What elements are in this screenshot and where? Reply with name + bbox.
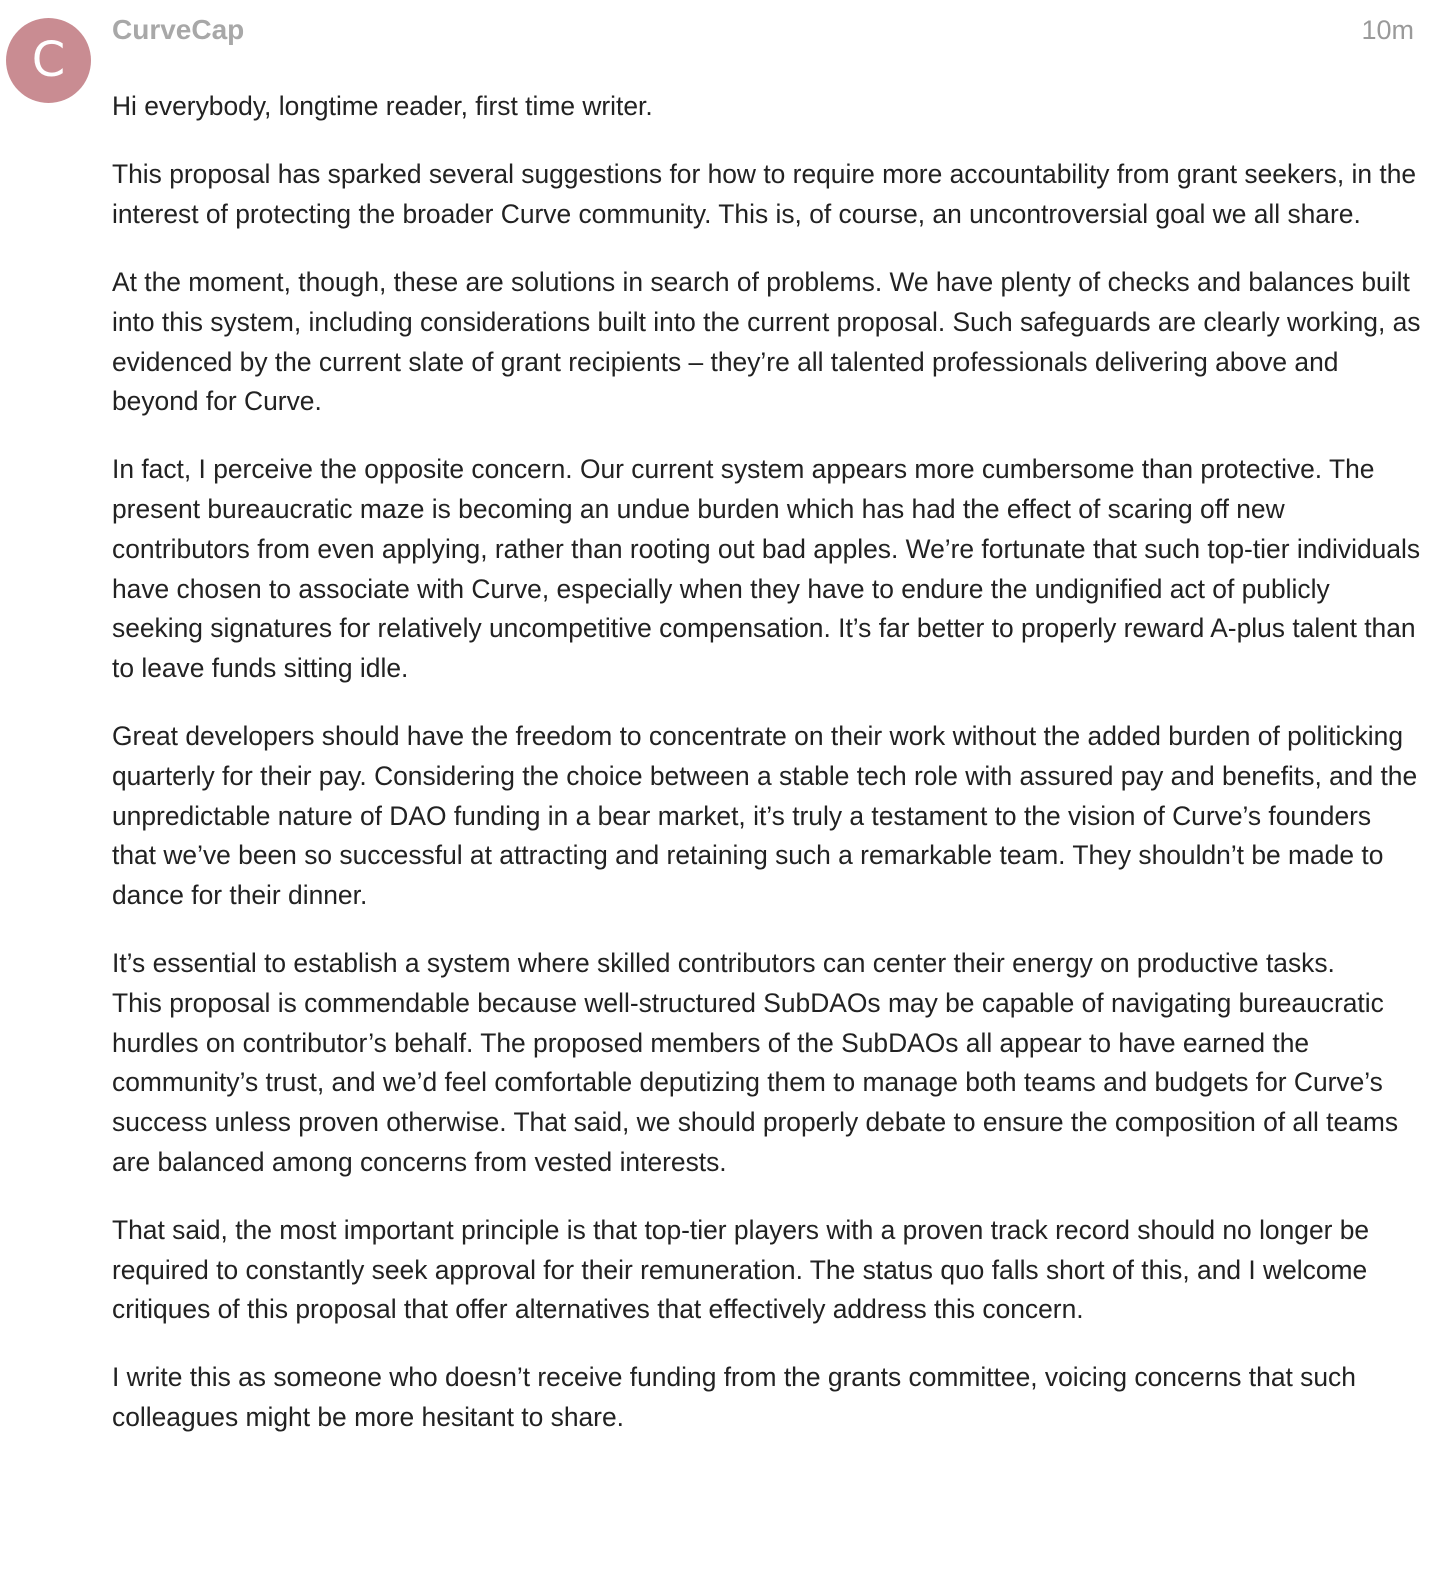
post-author-username[interactable]: CurveCap [112,14,245,45]
avatar[interactable] [6,18,91,103]
post-paragraph: That said, the most important principle is that top-tier players with a proven track record should no longer be required to constantly seek approval for their remuneration. The status quo falls short of this, and I welcome critiques of this proposal that offer alternatives that effectively address this concern. [112,1214,1370,1325]
post-paragraph: It’s essential to establish a system where skilled contributors can center their energy on productive tasks. This proposal is commendable because well-structured SubDAOs may be capable of navigating bureaucratic hurdles on contributor’s behalf. The proposed members of the SubDAOs all appear to have earned the community’s trust, and we’d feel comfortable deputizing them to manage both teams and budgets for Curve’s success unless proven otherwise. That said, we should properly debate to ensure the composition of all teams are balanced among concerns from vested interests. [112,948,1399,1177]
avatar-letter: C [31,31,66,88]
post-paragraph: I write this as someone who doesn’t receive funding from the grants committee, voicing concerns that such colleagues might be more hesitant to share. [112,1362,1356,1433]
post-timestamp[interactable]: 10m [1361,15,1414,45]
post-body [112,87,1422,1466]
post-paragraph: In fact, I perceive the opposite concern. Our current system appears more cumbersome than protective. The present bureaucratic maze is becoming an undue burden which has had the effect of scaring off new contributors from even applying, rather than rooting out bad apples. We’re fortunate that such top-tier individuals have chosen to associate with Curve, especially when they have to endure the undignified act of publicly seeking signatures for relatively uncompetitive compensation. It’s far better to properly reward A-plus talent than to leave funds sitting idle. [112,454,1421,683]
post-paragraph: This proposal has sparked several suggestions for how to require more accountability from grant seekers, in the interest of protecting the broader Curve community. This is, of course, an uncontroversial goal we all share. [112,159,1417,229]
post-paragraph: Great developers should have the freedom to concentrate on their work without the added burden of politicking quarterly for their pay. Considering the choice between a stable tech role with assured pay and benefits, and the unpredictable nature of DAO funding in a bear market, it’s truly a testament to the vision of Curve’s founders that we’ve been so successful at attracting and retaining such a remarkable team. They shouldn’t be made to dance for their dinner. [112,721,1418,910]
post-paragraph: Hi everybody, longtime reader, first time writer. [112,91,653,121]
post-paragraph: At the moment, though, these are solutions in search of problems. We have plenty of checks and balances built into this system, including considerations built into the current proposal. Such safeguards are clearly working, as evidenced by the current slate of grant recipients – they’re all talented professionals delivering above and beyond for Curve. [112,267,1421,417]
